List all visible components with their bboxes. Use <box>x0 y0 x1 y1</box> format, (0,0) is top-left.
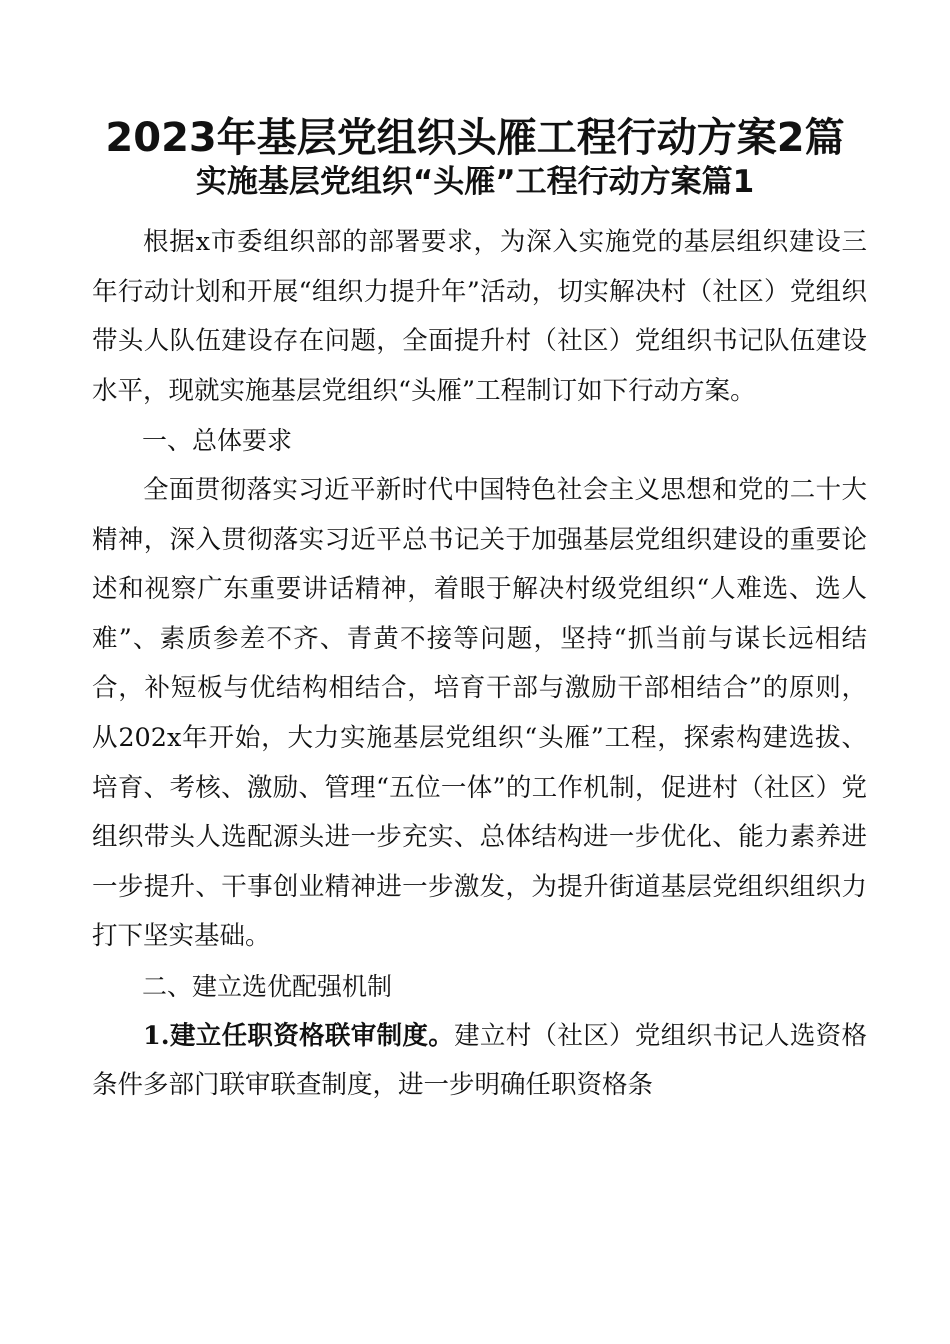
document-body <box>92 218 867 1111</box>
section-1-paragraph: 全面贯彻落实习近平新时代中国特色社会主义思想和党的二十大精神，深入贯彻落实习近平总书记关于加强基层党组织建设的重要论述和视察广东重要讲话精神，着眼于解决村级党组织“人难选、选人难”、素质参差不齐、青黄不接等问题，坚持“抓当前与谋长远相结合，补短板与优结构相结合，培育干部与激励干部相结合”的原则，从202x年开始，大力实施基层党组织“头雁”工程，探索构建选拔、培育、考核、激励、管理“五位一体”的工作机制，促进村（社区）党组织带头人选配源头进一步充实、总体结构进一步优化、能力素养进一步提升、干事创业精神进一步激发，为提升街道基层党组织组织力打下坚实基础。 <box>92 474 867 952</box>
section-1-heading: 一、总体要求 <box>142 426 293 456</box>
document-subtitle: 实施基层党组织“头雁”工程行动方案篇1 <box>195 164 755 200</box>
section-2-item-1 <box>92 1012 867 1111</box>
document-title: 2023年基层党组织头雁工程行动方案2篇 <box>105 115 845 161</box>
section-2-heading: 二、建立选优配强机制 <box>142 971 393 1001</box>
item-1-lead: 1.建立任职资格联审制度。 <box>143 1020 455 1051</box>
item-1-text: 建立村（社区）党组织书记人选资格条件多部门联审联查制度，进一步明确任职资格条 <box>92 1020 867 1101</box>
intro-paragraph: 根据x市委组织部的部署要求，为深入实施党的基层组织建设三年行动计划和开展“组织力提升年”活动，切实解决村（社区）党组织带头人队伍建设存在问题，全面提升村（社区）党组织书记队伍建设水平，现就实施基层党组织“头雁”工程制订如下行动方案。 <box>92 227 867 406</box>
